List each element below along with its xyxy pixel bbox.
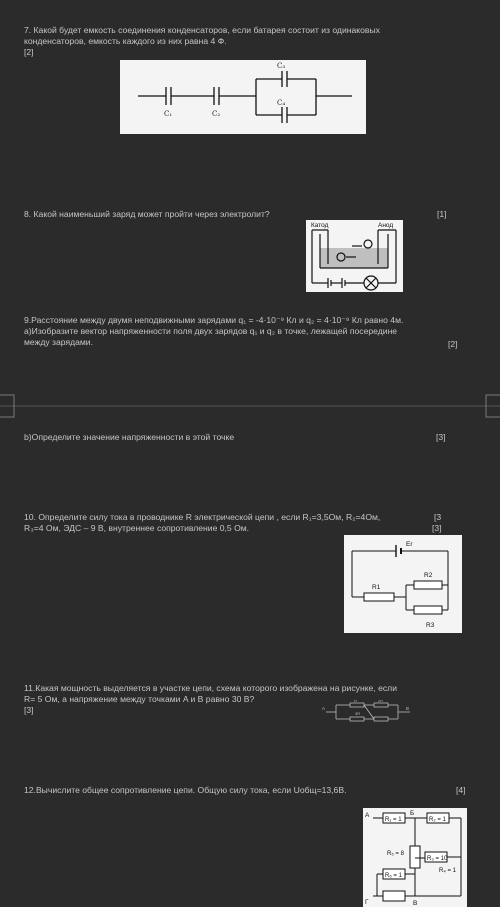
er-label: Er xyxy=(406,541,413,548)
r4-value-label: R₄ = 1 xyxy=(439,868,456,874)
q11-3r-label: 3R xyxy=(355,711,361,716)
node-g-label: Г xyxy=(365,899,369,906)
q8-points: [1] xyxy=(437,209,447,219)
r2-label: R2 xyxy=(424,572,433,579)
q8-text: 8. Какой наименьший заряд может пройти через электролит? xyxy=(24,209,270,219)
q11-text-line1: 11.Какая мощность выделяется в участке цепи, схема которого изображена на рисунке, если xyxy=(24,683,398,693)
page-break-marker xyxy=(0,393,500,419)
node-a-label: А xyxy=(365,812,370,819)
node-v-label: В xyxy=(413,900,418,907)
q7-text-line1: 7. Какой будет емкость соединения конденсаторов, если батарея состоит из одинаковых xyxy=(24,25,380,35)
q7-capacitor-diagram xyxy=(120,60,366,134)
r3-value-label: R₃ = 10 xyxy=(427,856,448,862)
q7-text-line2: конденсаторов, емкость каждого из них равна 4 Ф. xyxy=(24,36,227,46)
q9-text-line3: между зарядами. xyxy=(24,337,93,347)
q11-point-a: A xyxy=(322,706,326,711)
q10-circuit-diagram xyxy=(344,535,462,633)
anode-label: Анод xyxy=(378,222,394,229)
q11-2r-label: 2R xyxy=(378,700,384,703)
q11-point-b: B xyxy=(406,706,410,711)
q10-points-a: [3 xyxy=(434,512,442,522)
q10-text-line2: R₃=4 Ом, ЭДС – 9 В, внутреннее сопротивление 0,5 Ом. xyxy=(24,523,250,533)
c3-label: C₃ xyxy=(277,62,286,70)
q9-text-line1: 9.Расстояние между двумя неподвижными зарядами q₁ = -4·10⁻⁹ Кл и q₂ = 4·10⁻⁹ Кл равно 4м. xyxy=(24,315,404,325)
q11-circuit-diagram xyxy=(322,700,414,724)
c2-label: C₂ xyxy=(212,110,221,118)
q9b-points: [3] xyxy=(436,432,446,442)
r2-value-label: R₂ = 1 xyxy=(429,817,446,823)
q11-points: [3] xyxy=(24,705,34,715)
q8-electrolysis-diagram xyxy=(306,220,403,292)
r3-label: R3 xyxy=(426,622,435,629)
q12-points: [4] xyxy=(456,785,466,795)
r1-label: R1 xyxy=(372,584,381,591)
cathode-label: Катод xyxy=(311,222,329,229)
q10-points-b: [3] xyxy=(432,523,442,533)
q11-text-line2: R= 5 Ом, а напряжение между точками A и B равно 30 В? xyxy=(24,694,255,704)
q12-text: 12.Вычислите общее сопротивление цепи. Общую силу тока, если Uобщ=13,6В. xyxy=(24,785,347,795)
q7-points: [2] xyxy=(24,47,34,57)
node-b-label: Б xyxy=(410,810,415,817)
q9-text-line2: а)Изобразите вектор напряженности поля двух зарядов q₁ и q₂ в точке, лежащей посередине xyxy=(24,326,398,336)
c4-label: C₄ xyxy=(277,99,286,107)
q9-points: [2] xyxy=(448,339,458,349)
q9b-text: b)Определите значение напряженности в этой точке xyxy=(24,432,235,442)
q10-text-line1: 10. Определите силу тока в проводнике R электрической цепи , если R₁=3,5Ом, R₂=4Ом, xyxy=(24,512,381,522)
r1-value-label: R₁ = 1 xyxy=(385,817,402,823)
r6-value-label: R₆ = 1 xyxy=(385,873,402,879)
q12-circuit-diagram xyxy=(363,808,467,907)
c1-label: C₁ xyxy=(164,110,173,118)
q11-r-label: R xyxy=(354,700,357,703)
r5-value-label: R₅ = 8 xyxy=(387,851,404,857)
